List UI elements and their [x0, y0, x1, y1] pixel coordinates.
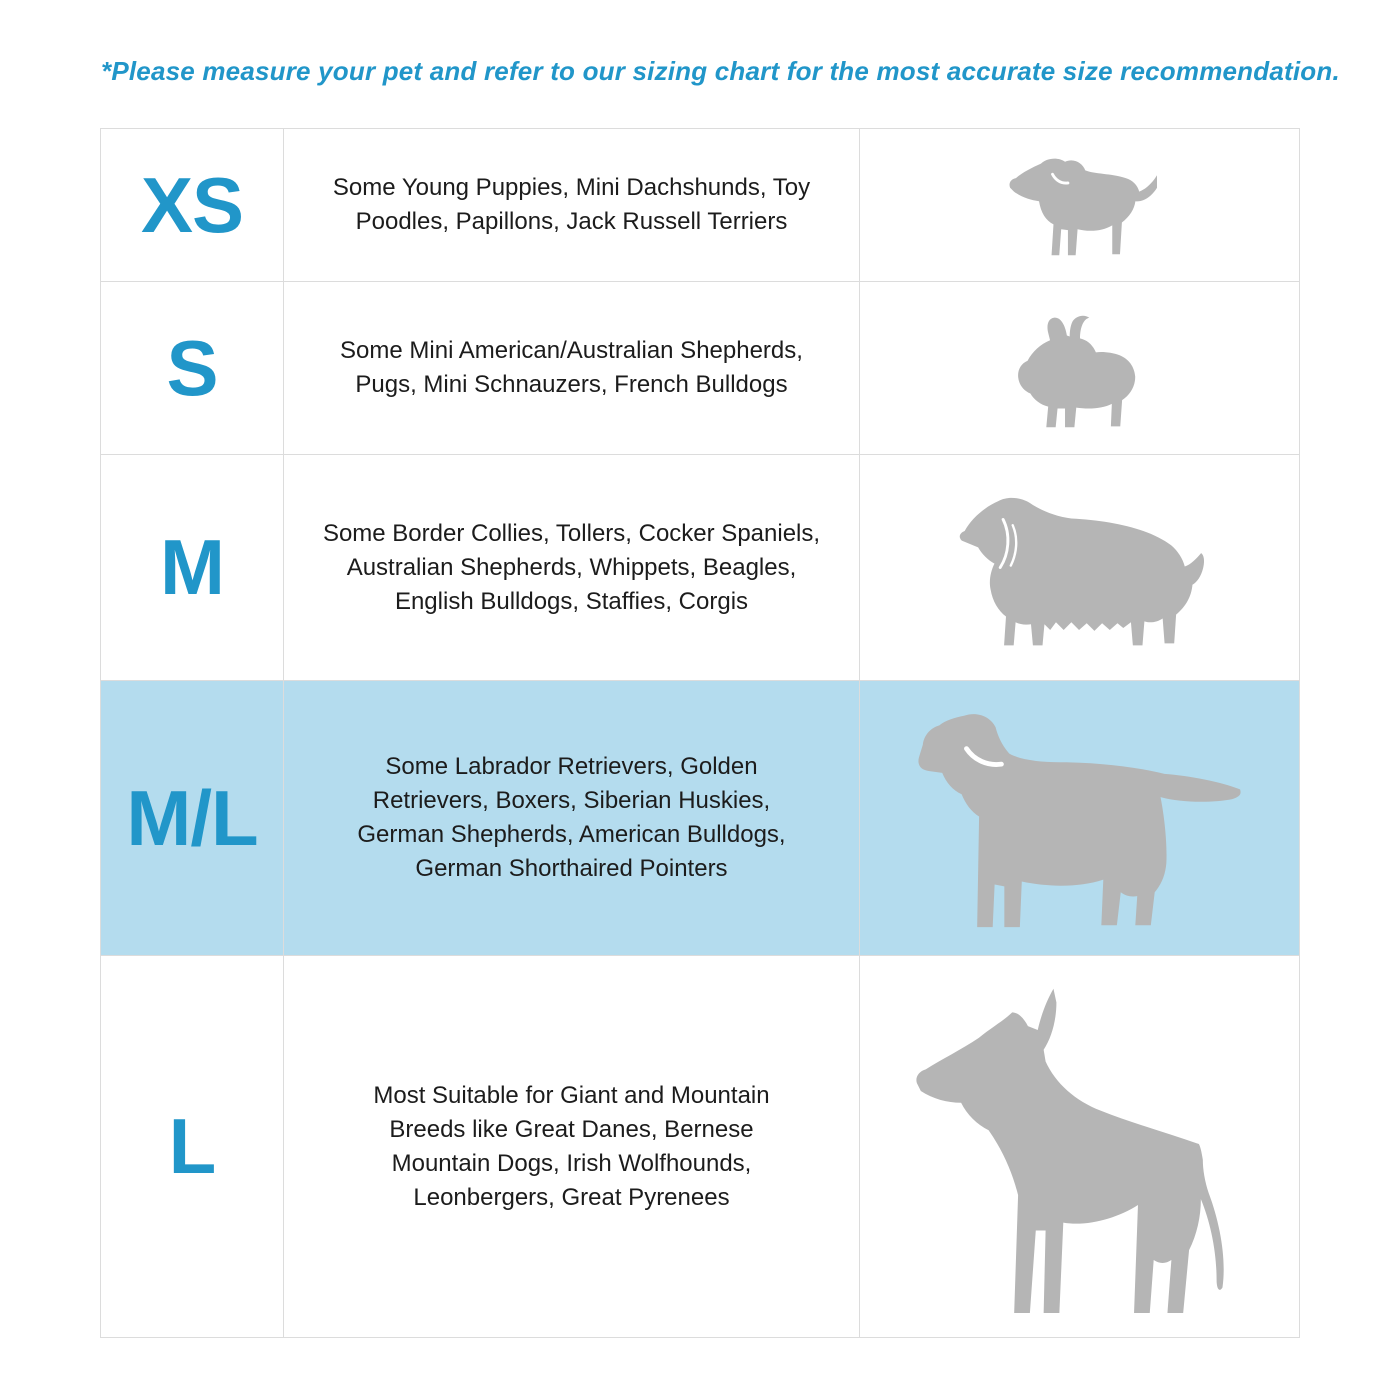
size-label-xs: XS [140, 160, 244, 249]
description-text: Some Border Collies, Tollers, Cocker Spaniels, Australian Shepherds, Whippets, Beagles, English Bulldogs, Staffies, Corgis [322, 519, 821, 615]
description-cell-m [284, 455, 860, 680]
table-row-l [100, 955, 1300, 1337]
description-text: Some Labrador Retrievers, Golden Retrievers, Boxers, Siberian Huskies, German Shepherds, American Bulldogs, German Shorthaired Pointers [357, 753, 786, 882]
description-cell-s [284, 282, 860, 454]
description-cell-ml [284, 681, 860, 955]
size-label-s: S [166, 323, 218, 412]
french-bulldog-dog-icon [1005, 314, 1155, 431]
description-text: Some Young Puppies, Mini Dachshunds, Toy Poodles, Papillons, Jack Russell Terriers [332, 174, 811, 235]
dog-cell-ml [860, 681, 1299, 955]
description-cell-l [284, 956, 860, 1337]
description-text: Most Suitable for Giant and Mountain Breeds like Great Danes, Bernese Mountain Dogs, Irish Wolfhounds, Leonbergers, Great Pyrenees [373, 1081, 770, 1211]
table-row-ml-highlighted [100, 680, 1300, 955]
size-cell-l [101, 956, 284, 1337]
size-label-m: M [160, 523, 224, 611]
dog-cell-s [860, 282, 1299, 454]
labrador-retriever-dog-icon [910, 704, 1250, 932]
table-row-xs [100, 128, 1300, 281]
dog-cell-m [860, 455, 1299, 680]
size-label-l: L [168, 1102, 216, 1190]
size-cell-m [101, 455, 284, 680]
description-cell-xs [284, 129, 860, 281]
table-row-m [100, 454, 1300, 680]
dog-cell-l [860, 956, 1299, 1337]
size-cell-xs [101, 129, 284, 281]
sizing-note: *Please measure your pet and refer to our sizing chart for the most accurate size recommendation. [101, 56, 1340, 86]
cocker-spaniel-dog-icon [955, 481, 1205, 654]
size-cell-ml [101, 681, 284, 955]
sizing-chart-table [100, 128, 1300, 1338]
table-row-s [100, 281, 1300, 454]
description-text: Some Mini American/Australian Shepherds, Pugs, Mini Schnauzers, French Bulldogs [340, 337, 803, 398]
size-label-ml: M/L [126, 773, 258, 862]
great-dane-dog-icon [908, 977, 1252, 1316]
size-cell-s [101, 282, 284, 454]
xs-puppy-dog-icon [1002, 155, 1157, 261]
dog-cell-xs [860, 129, 1299, 281]
